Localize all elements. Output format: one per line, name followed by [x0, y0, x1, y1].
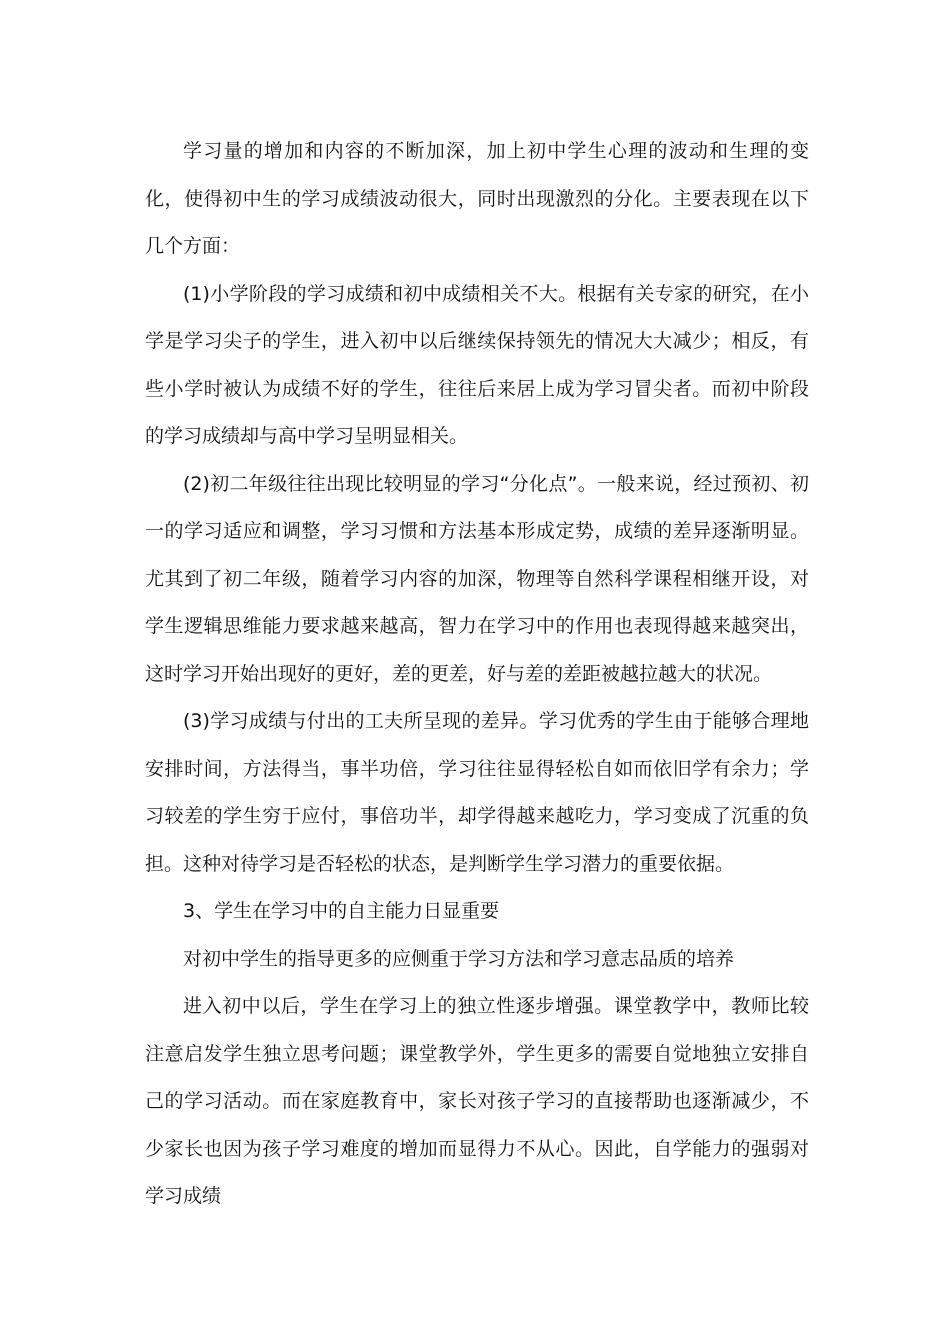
- paragraph-independence: 进入初中以后，学生在学习上的独立性逐步增强。课堂教学中，教师比较注意启发学生独立思考问题；课堂教学外，学生更多的需要自觉地独立安排自己的学习活动。而在家庭教育中，家长对孩子学习的直接帮助也逐渐减少，不少家长也因为孩子学习难度的增加而显得力不从心。因此，自学能力的强弱对学习成绩: [145, 995, 809, 1207]
- paragraph-point-3: (3)学习成绩与付出的工夫所呈现的差异。学习优秀的学生由于能够合理地安排时间，方法得当，事半功倍，学习往往显得轻松自如而依旧学有余力；学习较差的学生穷于应付，事倍功半，却学得越来越吃力，学习变成了沉重的负担。这种对待学习是否轻松的状态，是判断学生学习潜力的重要依据。: [145, 710, 809, 875]
- section-subheading: 对初中学生的指导更多的应侧重于学习方法和学习意志品质的培养: [183, 947, 735, 970]
- paragraph-point-2: (2)初二年级往往出现比较明显的学习“分化点”。一般来说，经过预初、初一的学习适应和调整，学习习惯和方法基本形成定势，成绩的差异逐渐明显。尤其到了初二年级，随着学习内容的加深，物理等自然科学课程相继开设，对学生逻辑思维能力要求越来越高，智力在学习中的作用也表现得越来越突出，这时学习开始出现好的更好，差的更差，好与差的差距被越拉越大的状况。: [145, 472, 809, 685]
- paragraph-intro: 学习量的增加和内容的不断加深，加上初中学生心理的波动和生理的变化，使得初中生的学习成绩波动很大，同时出现激烈的分化。主要表现在以下几个方面：: [145, 140, 809, 257]
- section-heading-3: 3、学生在学习中的自主能力日显重要: [183, 900, 500, 922]
- document-body: [145, 128, 809, 1221]
- paragraph-point-1: (1)小学阶段的学习成绩和初中成绩相关不大。根据有关专家的研究，在小学是学习尖子的学生，进入初中以后继续保持领先的情况大大减少；相反，有些小学时被认为成绩不好的学生，往往后来居上成为学习冒尖者。而初中阶段的学习成绩却与高中学习呈明显相关。: [145, 282, 809, 447]
